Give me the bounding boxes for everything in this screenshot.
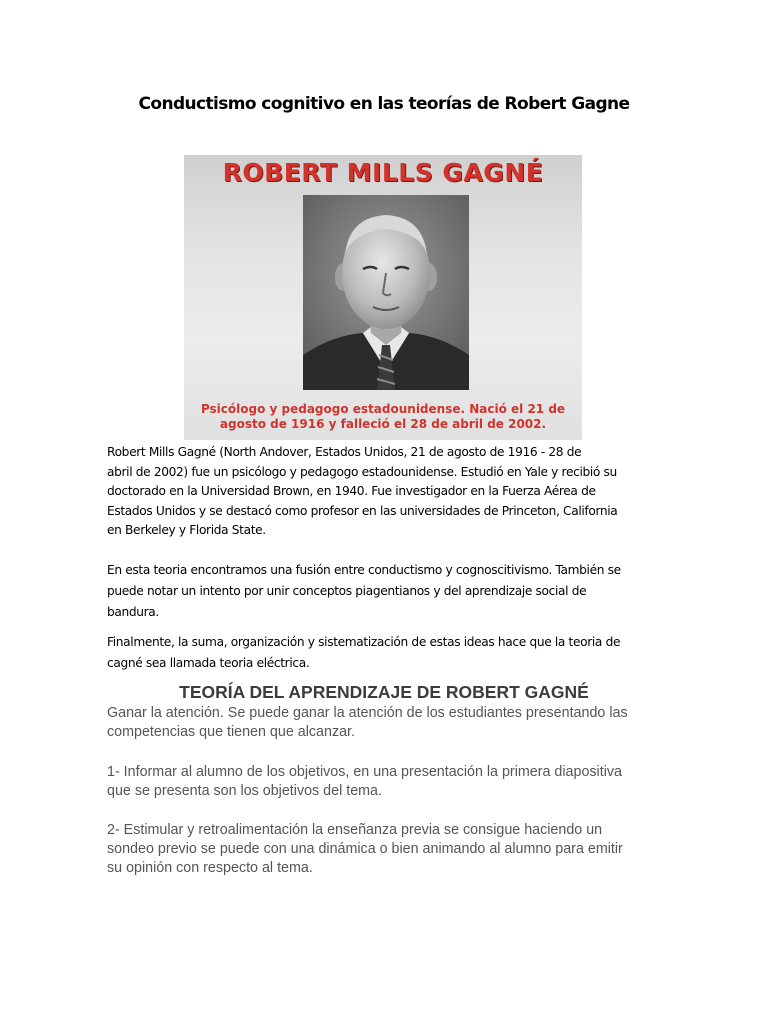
page-title: Conductismo cognitivo en las teorías de Robert Gagne — [138, 94, 630, 114]
step-objectives — [107, 763, 667, 801]
section-heading: TEORÍA DEL APRENDIZAJE DE ROBERT GAGNÉ — [179, 682, 589, 702]
step-line: 2- Estimular y retroalimentación la enseñanza previa se consigue haciendo un — [107, 822, 603, 838]
fusion-line: bandura. — [107, 605, 159, 619]
step-stimulate — [107, 821, 667, 878]
fusion-line: En esta teoria encontramos una fusión entre conductismo y cognoscitivismo. También se — [107, 563, 621, 577]
step-line: competencias que tienen que alcanzar. — [107, 724, 355, 740]
bio-line: Estados Unidos y se destacó como profesor en las universidades de Princeton, California — [107, 503, 618, 518]
figure-caption-line: Psicólogo y pedagogo estadounidense. Nació el 21 de — [200, 402, 566, 416]
figure-caption-line: agosto de 1916 y falleció el 28 de abril de 2002. — [219, 417, 547, 431]
step-attention — [107, 704, 667, 742]
figure-caption — [184, 402, 582, 432]
bio-line: doctorado en la Universidad Brown, en 1940. Fue investigador en la Fuerza Aérea de — [107, 484, 596, 498]
portrait-photo — [303, 195, 469, 390]
portrait-figure — [184, 155, 582, 440]
bio-line: Robert Mills Gagné (North Andover, Estados Unidos, 21 de agosto de 1916 - 28 de — [107, 445, 582, 459]
final-line: cagné sea llamada teoria eléctrica. — [107, 656, 310, 670]
bio-line: en Berkeley y Florida State. — [107, 523, 266, 537]
figure-heading: ROBERT MILLS GAGNÉ — [222, 158, 544, 187]
final-paragraph — [107, 632, 667, 674]
final-line: Finalmente, la suma, organización y sistematización de estas ideas hace que la teoria de — [107, 635, 621, 649]
step-line: que se presenta son los objetivos del tema. — [107, 783, 382, 799]
fusion-line: puede notar un intento por unir conceptos piagentianos y del aprendizaje social de — [107, 584, 587, 598]
fusion-paragraph — [107, 560, 667, 623]
step-line: Ganar la atención. Se puede ganar la atención de los estudiantes presentando las — [107, 705, 628, 721]
step-line: su opinión con respecto al tema. — [107, 860, 313, 876]
bio-paragraph — [107, 443, 667, 541]
step-line: sondeo previo se puede con una dinámica o bien animando al alumno para emitir — [107, 841, 623, 857]
bio-line: abril de 2002) fue un psicólogo y pedagogo estadounidense. Estudió en Yale y recibió su — [107, 464, 617, 479]
step-line: 1- Informar al alumno de los objetivos, en una presentación la primera diapositiva — [107, 764, 622, 780]
